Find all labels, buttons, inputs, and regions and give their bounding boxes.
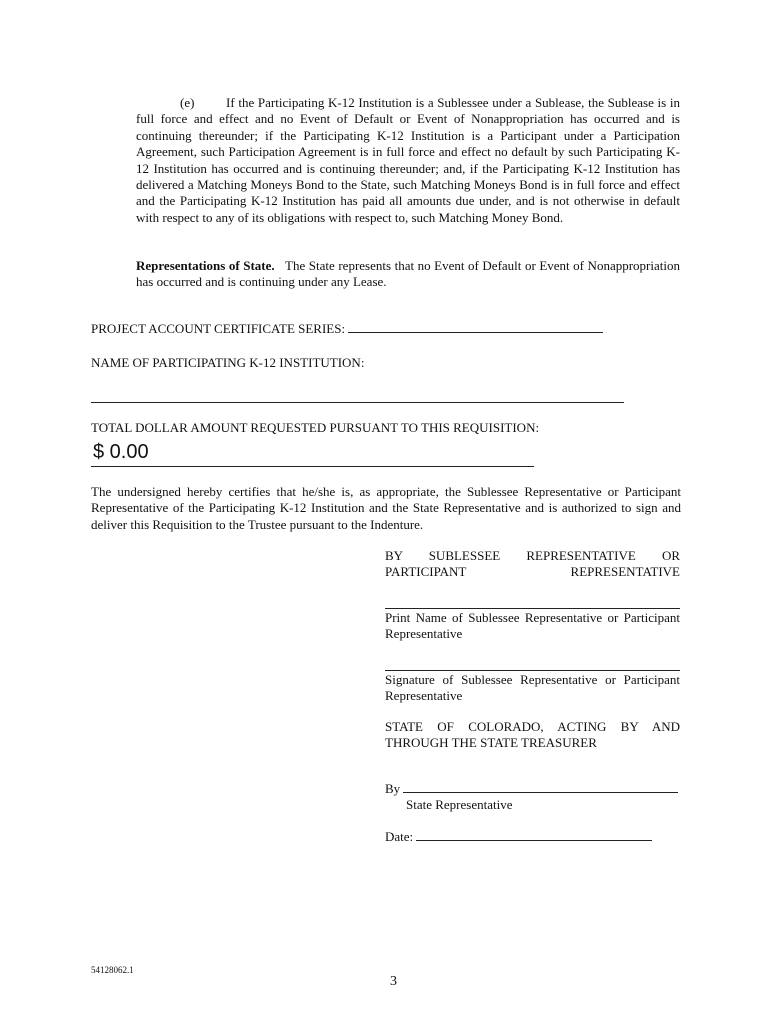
document-id: 54128062.1 xyxy=(91,965,134,975)
by-label: By xyxy=(385,781,401,796)
signature-label: Signature of Sublessee Representative or Participant Representative xyxy=(385,672,680,704)
paragraph-e-label: (e) xyxy=(180,95,195,110)
project-account-field xyxy=(91,321,691,337)
project-account-blank[interactable] xyxy=(348,321,603,333)
total-amount-label: TOTAL DOLLAR AMOUNT REQUESTED PURSUANT TO THIS REQUISITION: xyxy=(91,420,540,435)
representations-text: The State represents that no Event of Default or Event of Nonappropriation has occurred and is continuing under any Lease. xyxy=(136,258,680,290)
paragraph-e xyxy=(136,95,680,226)
date-line[interactable] xyxy=(416,829,652,841)
project-account-label: PROJECT ACCOUNT CERTIFICATE SERIES: xyxy=(91,321,346,336)
by-state-row xyxy=(385,781,680,797)
certification-paragraph: The undersigned hereby certifies that he/she is, as appropriate, the Sublessee Representative or Participant Representative of the Participating K-12 Institution and the State Representative and is authorized to sign and deliver this Requisition to the Trustee pursuant to the Indenture. xyxy=(91,484,681,532)
total-amount-value[interactable]: $ 0.00 xyxy=(93,441,149,463)
state-rep-signature-line[interactable] xyxy=(403,781,678,793)
date-row xyxy=(385,829,680,845)
institution-name-blank[interactable] xyxy=(91,402,624,403)
total-amount-label-row xyxy=(91,420,691,436)
signature-line[interactable] xyxy=(385,670,680,671)
state-representative-label: State Representative xyxy=(406,797,513,812)
representations-paragraph: Representations of State. The State represents that no Event of Default or Event of Nonappropriation has occurred and is continuing under any Lease. xyxy=(136,258,680,290)
page-number: 3 xyxy=(390,974,397,989)
representations-heading: Representations of State xyxy=(136,258,272,273)
print-name-label: Print Name of Sublessee Representative or Participant Representative xyxy=(385,610,680,642)
date-label: Date: xyxy=(385,829,414,844)
institution-name-label-row xyxy=(91,355,691,371)
institution-name-label: NAME OF PARTICIPATING K-12 INSTITUTION: xyxy=(91,355,365,370)
state-treasurer-heading: STATE OF COLORADO, ACTING BY AND THROUGH THE STATE TREASURER xyxy=(385,719,680,751)
paragraph-e-text: If the Participating K-12 Institution is a Sublessee under a Sublease, the Sublease is in full force and effect and no Event of Default or Event of Nonappropriation has occurred and is continuing thereunder; if the Participating K-12 Institution is a Participant under a Participation Agreement, such Participation Agreement is in full force and effect no default by such Participating K-12 Institution has occurred and is continuing thereunder; and, if the Participating K-12 Institution has delivered a Matching Moneys Bond to the State, such Matching Moneys Bond is in full force and effect and the Participating K-12 Institution has paid all amounts due under, and is not otherwise in default with respect to any of its obligations with respect to, such Matching Money Bond. xyxy=(136,95,680,225)
by-sublessee-heading: BY SUBLESSEE REPRESENTATIVE OR PARTICIPANT REPRESENTATIVE xyxy=(385,548,680,580)
total-amount-blank xyxy=(91,466,534,467)
print-name-line[interactable] xyxy=(385,608,680,609)
